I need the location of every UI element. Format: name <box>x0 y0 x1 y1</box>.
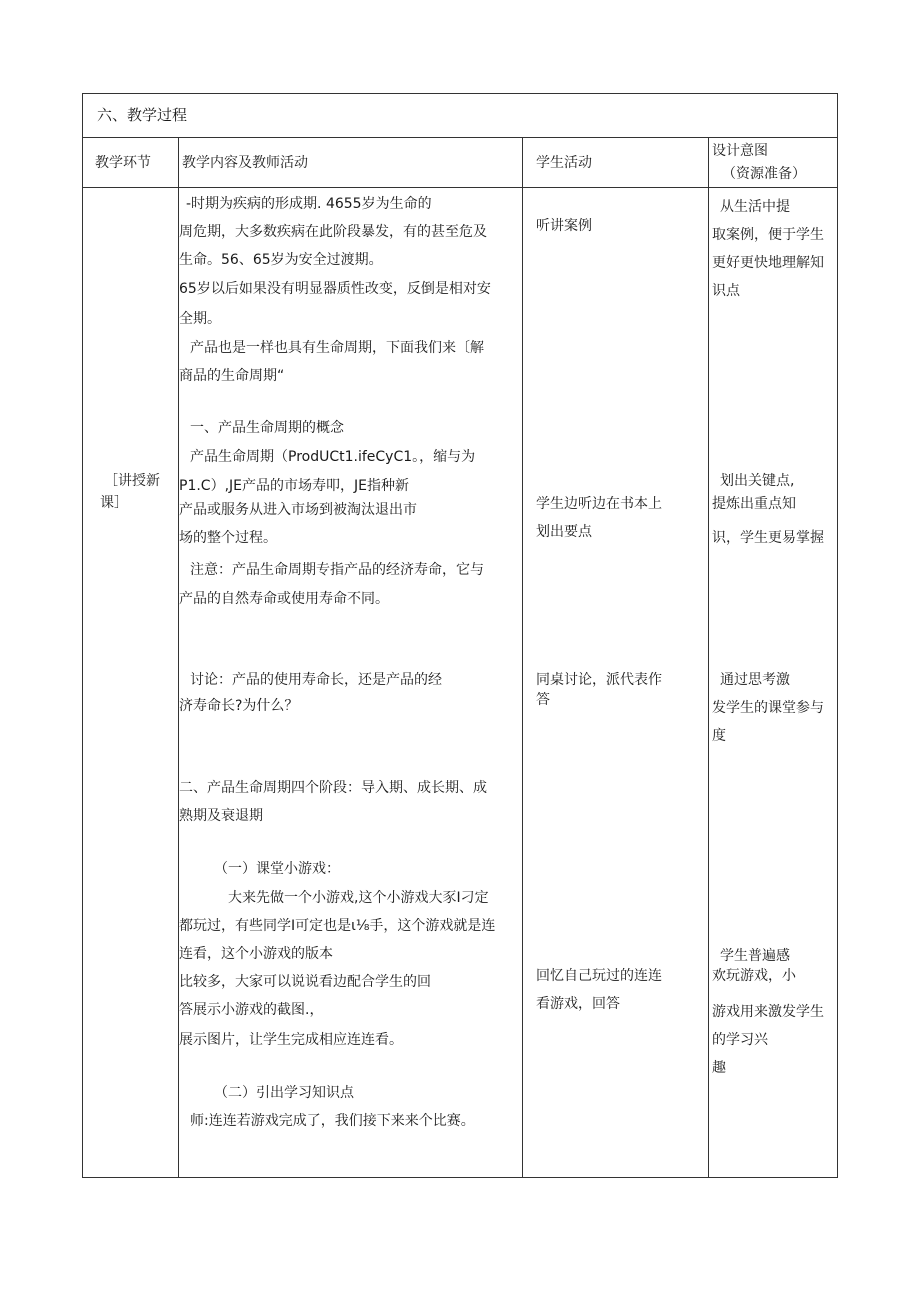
content-line: 产品或服务从进入市场到被淘汰退出市 <box>179 502 417 518</box>
content-line: 商品的生命周期“ <box>179 368 285 384</box>
design-line: 划出关键点, <box>720 473 795 489</box>
header-student: 学生活动 <box>536 155 592 171</box>
student-line: 回忆自己玩过的连连 <box>536 968 662 984</box>
content-line: 注意：产品生命周期专指产品的经济寿命，它与 <box>190 562 484 578</box>
content-line: 连看，这个小游戏的版本 <box>179 946 333 962</box>
header-design-line2: （资源准备） <box>722 166 806 182</box>
col-divider <box>522 137 523 1178</box>
content-heading: （一）课堂小游戏： <box>214 861 340 877</box>
header-design-line1: 设计意图 <box>712 143 768 159</box>
content-line: 产品的自然寿命或使用寿命不同。 <box>179 591 389 607</box>
design-line: 游戏用来激发学生 <box>712 1004 824 1020</box>
design-line: 度 <box>712 728 726 744</box>
header-stage: 教学环节 <box>95 155 151 171</box>
student-line: 看游戏，回答 <box>536 996 620 1012</box>
content-heading: （二）引出学习知识点 <box>214 1085 354 1101</box>
design-line: 学生普遍感 <box>720 948 790 964</box>
content-line: 65岁以后如果没有明显器质性改变，反倒是相对安 <box>179 281 491 297</box>
content-line: -时期为疾病的形成期. 4655岁为生命的 <box>186 196 432 212</box>
design-line: 识点 <box>712 283 740 299</box>
content-line: 熟期及衰退期 <box>179 808 263 824</box>
content-heading: 二、产品生命周期四个阶段：导入期、成长期、成 <box>179 780 487 796</box>
stage-label-line2: 课］ <box>100 495 128 511</box>
design-line: 发学生的课堂参与 <box>712 700 824 716</box>
content-line: 产品也是一样也具有生命周期，下面我们来〔解 <box>190 340 484 356</box>
design-line: 提炼出重点知 <box>712 496 796 512</box>
content-line: 答展示小游戏的截图.， <box>179 1002 324 1018</box>
content-line: 全期。 <box>179 311 221 327</box>
content-line: 比较多，大家可以说说看边配合学生的回 <box>179 974 431 990</box>
design-line: 趣 <box>712 1060 726 1076</box>
student-line: 答 <box>536 692 550 708</box>
student-line: 划出要点 <box>536 524 592 540</box>
header-content: 教学内容及教师活动 <box>182 155 308 171</box>
content-line: P1.C）,JE产品的市场寿叩，JE指种新 <box>179 478 409 494</box>
content-heading: 一、产品生命周期的概念 <box>190 420 344 436</box>
row-divider <box>82 187 838 188</box>
content-line: 济寿命长?为什么？ <box>179 698 299 714</box>
design-line: 更好更快地理解知 <box>712 255 824 271</box>
stage-label-line1: ［讲授新 <box>104 473 160 489</box>
design-line: 通过思考激 <box>720 672 790 688</box>
design-line: 欢玩游戏，小 <box>712 968 796 984</box>
student-line: 听讲案例 <box>536 218 592 234</box>
content-line: 都玩过，有些同学I可定也是ι⅛手，这个游戏就是连 <box>179 918 496 934</box>
content-line: 场的整个过程。 <box>179 530 277 546</box>
content-line: 产品生命周期（ProdUCt1.ifeCyC1。，缩与为 <box>190 449 476 465</box>
student-line: 学生边听边在书本上 <box>536 496 662 512</box>
content-line: 展示图片，让学生完成相应连连看。 <box>179 1032 403 1048</box>
student-line: 同桌讨论，派代表作 <box>536 672 662 688</box>
design-line: 的学习兴 <box>712 1032 768 1048</box>
design-line: 取案例，便于学生 <box>712 227 824 243</box>
design-line: 识，学生更易掌握 <box>712 530 824 546</box>
section-title: 六、教学过程 <box>97 106 188 124</box>
col-divider <box>708 137 709 1178</box>
row-divider <box>82 137 838 138</box>
design-line: 从生活中提 <box>720 199 790 215</box>
content-line: 生命。56、65岁为安全过渡期。 <box>179 252 383 268</box>
content-line: 周危期，大多数疾病在此阶段暴发，有的甚至危及 <box>179 224 487 240</box>
content-line: 大来先做一个小游戏,这个小游戏大豕I刁定 <box>228 890 489 906</box>
content-line: 师:连连若游戏完成了，我们接下来来个比赛。 <box>190 1113 475 1129</box>
content-line: 讨论：产品的使用寿命长，还是产品的经 <box>190 672 442 688</box>
